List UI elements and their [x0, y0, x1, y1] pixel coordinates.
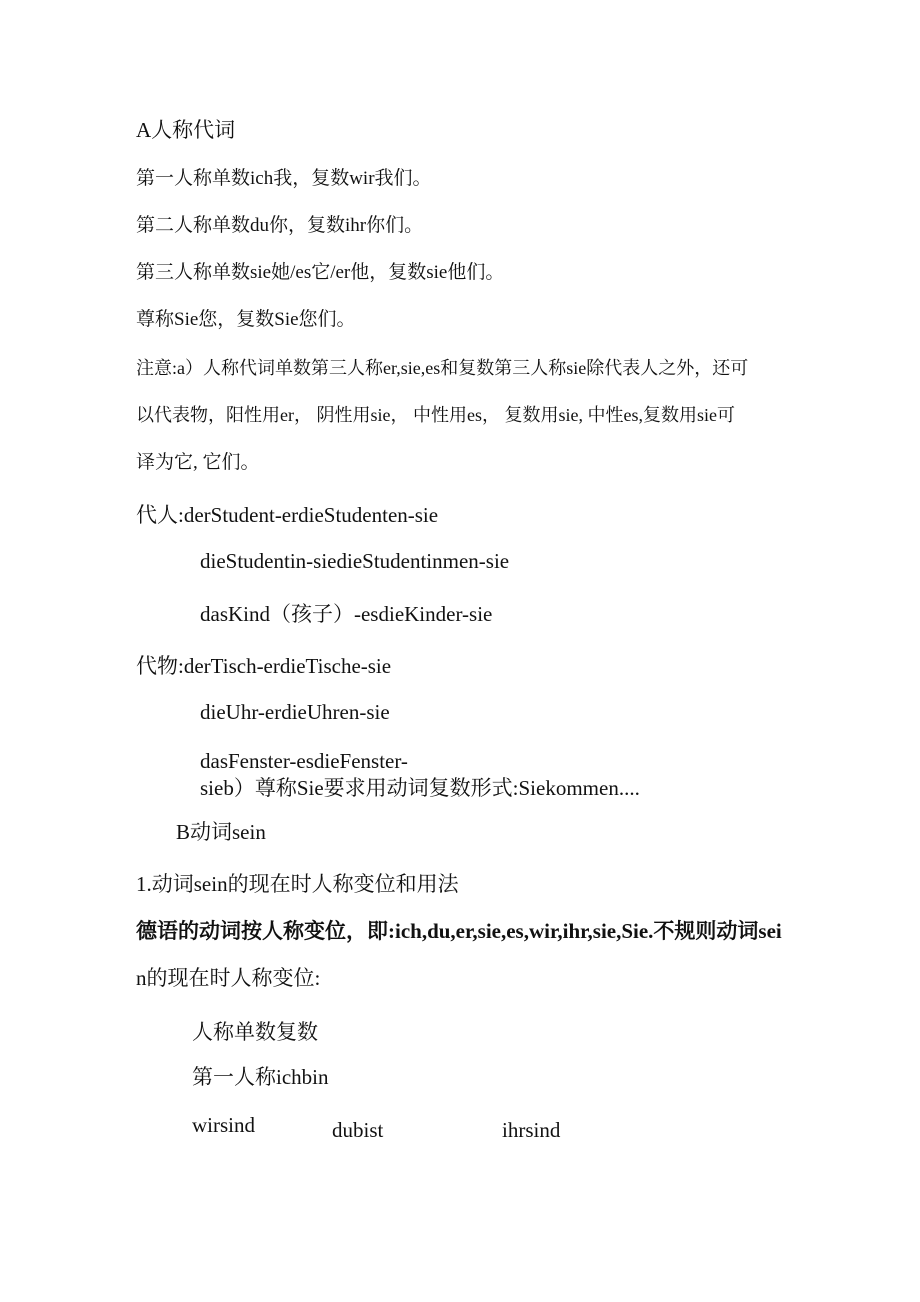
note-line-2: 以代表物，阳性用er， 阴性用sie， 中性用es， 复数用sie, 中性es,复数用sie可 — [136, 405, 735, 425]
note-line-1: 注意:a）人称代词单数第三人称er,sie,es和复数第三人称sie除代表人之外，还可 — [136, 358, 749, 378]
conjugation-para-line-1: 德语的动词按人称变位，即:ich,du,er,sie,es,wir,ihr,sie,Sie.不规则动词sei — [136, 919, 782, 943]
polite-form-line: 尊称Sie您，复数Sie您们。 — [136, 309, 356, 330]
section-b-heading: B动词sein — [176, 820, 266, 844]
thing-example-2: dieUhr-erdieUhren-sie — [200, 700, 390, 724]
thing-example-3b: sieb）尊称Sie要求用动词复数形式:Siekommen.... — [200, 776, 640, 800]
section-a-heading: A人称代词 — [136, 118, 236, 142]
third-person-line: 第三人称单数sie她/es它/er他，复数sie他们。 — [136, 262, 505, 283]
note-line-3: 译为它, 它们。 — [136, 452, 260, 473]
thing-example-3: dasFenster-esdieFenster- — [200, 749, 408, 773]
conjugation-para-line-2: n的现在时人称变位: — [136, 966, 321, 990]
conjugation-cell-ihrsind: ihrsind — [502, 1118, 561, 1142]
thing-example-line: 代物:derTisch-erdieTische-sie — [136, 654, 392, 678]
conjugation-table-header: 人称单数复数 — [192, 1020, 318, 1044]
second-person-line: 第二人称单数du你，复数ihr你们。 — [136, 215, 424, 236]
person-example-line: 代人:derStudent-erdieStudenten-sie — [136, 503, 439, 527]
conjugation-cell-wirsind: wirsind — [192, 1113, 255, 1137]
person-example-3: dasKind（孩子）-esdieKinder-sie — [200, 602, 493, 626]
first-person-line: 第一人称单数ich我，复数wir我们。 — [136, 168, 432, 189]
conjugation-row-1: 第一人称ichbin — [192, 1065, 329, 1089]
section-b-subheading: 1.动词sein的现在时人称变位和用法 — [136, 872, 459, 896]
person-example-2: dieStudentin-siedieStudentinmen-sie — [200, 549, 510, 573]
conjugation-cell-dubist: dubist — [332, 1118, 384, 1142]
